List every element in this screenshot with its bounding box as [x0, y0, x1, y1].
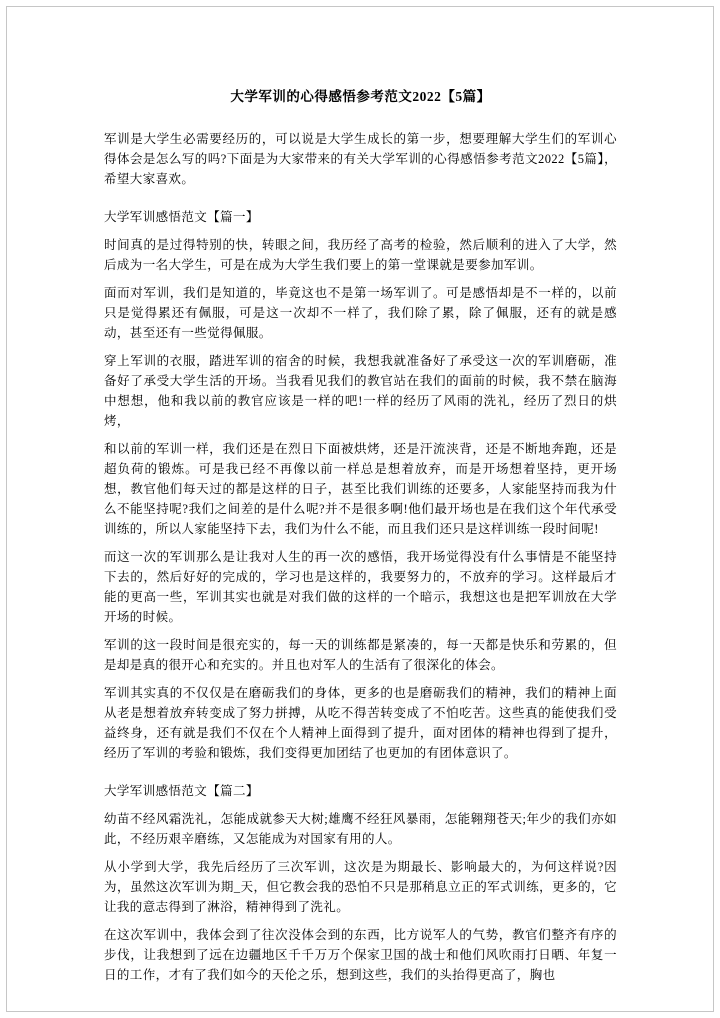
paragraph: 军训的这一段时间是很充实的，每一天的训练都是紧凑的，每一天都是快乐和劳累的，但是却是真的很开心和充实的。并且也对军人的生活有了很深化的体会。 [104, 638, 617, 672]
paragraph: 穿上军训的衣服，踏进军训的宿舍的时候，我想我就准备好了承受这一次的军训磨砺，准备好了承受大学生活的开场。当我看见我们的教官站在我们的面前的时候，我不禁在脑海中想想，他和我以前的教官应该是一样的吧!一样的经历了风雨的洗礼，经历了烈日的烘烤， [104, 354, 617, 428]
paragraph: 军训其实真的不仅仅是在磨砺我们的身体，更多的也是磨砺我们的精神，我们的精神上面从老是想着放弃转变成了努力拼搏，从吃不得苦转变成了不怕吃苦。这些真的能使我们受益终身，还有就是我们不仅在个人精神上面得到了提升，面对团体的精神也得到了提升，经历了军训的考验和锻炼，我们变得更加团结了也更加的有团体意识了。 [104, 686, 617, 760]
intro-paragraph: 军训是大学生必需要经历的，可以说是大学生成长的第一步，想要理解大学生们的军训心得体会是怎么写的吗?下面是为大家带来的有关大学军训的心得感悟参考范文2022【5篇】，希望大家喜欢。 [104, 132, 617, 186]
paragraph: 面而对军训，我们是知道的，毕竟这也不是第一场军训了。可是感悟却是不一样的，以前只是觉得累还有佩服，可是这一次却不一样了，我们除了累，除了佩服，还有的就是感动，甚至还有一些觉得佩服。 [104, 286, 617, 340]
paragraph: 从小学到大学，我先后经历了三次军训，这次是为期最长、影响最大的，为何这样说?因为，虽然这次军训为期_天，但它教会我的恐怕不只是那稍息立正的军式训练，更多的，它让我的意志得到了淋浴，精神得到了洗礼。 [104, 860, 617, 914]
paragraph: 和以前的军训一样，我们还是在烈日下面被烘烤，还是汗流浃背，还是不断地奔跑，还是超负荷的锻炼。可是我已经不再像以前一样总是想着放弃，而是开场想着坚持，更开场想，教官他们每天过的都是这样的日子，甚至比我们训练的还要多，人家能坚持而我为什么不能坚持呢?我们之间差的是什么呢?并不是很多啊!他们最开场也是在我们这个年代承受训练的，所以人家能坚持下去，我们为什么不能，而且我们还只是这样训练一段时间呢! [104, 442, 617, 536]
paragraph: 幼苗不经风霜洗礼，怎能成就参天大树;雄鹰不经狂风暴雨，怎能翱翔苍天;年少的我们亦如此，不经历艰辛磨练，又怎能成为对国家有用的人。 [104, 812, 617, 846]
paragraph: 而这一次的军训那么是让我对人生的再一次的感悟，我开场觉得没有什么事情是不能坚持下去的，然后好好的完成的，学习也是这样的，我要努力的，不放弃的学习。这样最后才能的更高一些，军训其实也就是对我们做的这样的一个暗示，我想这也是把军训放在大学开场的时候。 [104, 550, 617, 624]
document-page [6, 6, 714, 1012]
section-2-heading: 大学军训感悟范文【篇二】 [104, 784, 259, 798]
document-title: 大学军训的心得感悟参考范文2022【5篇】 [230, 89, 491, 104]
paragraph: 在这次军训中，我体会到了往次没体会到的东西，比方说军人的气势，教官们整齐有序的步伐，让我想到了远在边疆地区千千万万个保家卫国的战士和他们风吹雨打日晒、年复一日的工作，才有了我们如今的天伦之乐，想到这些，我们的头抬得更高了，胸也 [104, 928, 617, 982]
section-1-heading: 大学军训感悟范文【篇一】 [104, 210, 259, 224]
paragraph: 时间真的是过得特别的快，转眼之间，我历经了高考的检验，然后顺利的进入了大学，然后成为一名大学生，可是在成为大学生我们要上的第一堂课就是要参加军训。 [104, 238, 617, 272]
